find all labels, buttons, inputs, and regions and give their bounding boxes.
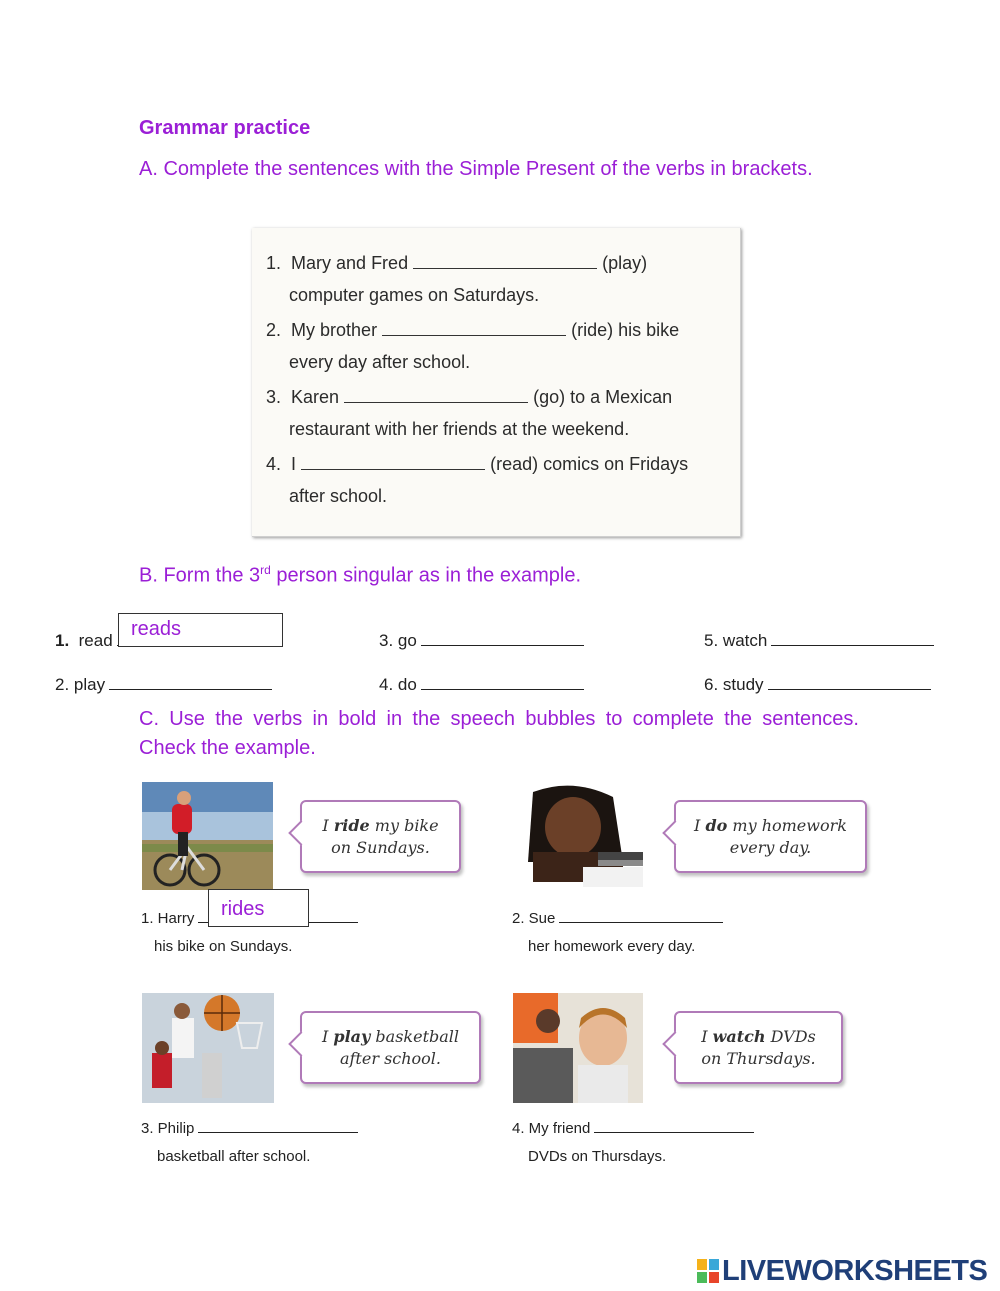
section-c-item-1-line2: his bike on Sundays.: [154, 938, 293, 955]
answer-blank: [413, 254, 597, 269]
speech-bubble-ride: I ride my bike on Sundays.: [300, 800, 461, 873]
section-a-item-2: 2. My brother (ride) his bike: [266, 320, 680, 340]
section-a-exercise-box: [252, 228, 741, 537]
section-a-item-2-line2: every day after school.: [289, 352, 471, 372]
answer-input-read[interactable]: reads: [118, 613, 283, 647]
section-c-item-2-line2: her homework every day.: [528, 938, 696, 955]
section-b-item-3: 3. go: [379, 631, 584, 651]
photo-boys-dvds: [513, 993, 643, 1103]
section-c-item-4: 4. My friend: [512, 1120, 754, 1137]
answer-input-watch-c[interactable]: [594, 1120, 754, 1133]
section-a-instruction: A. Complete the sentences with the Simple Present of the verbs in brackets.: [139, 158, 813, 180]
section-c-item-1: 1. Harry: [141, 910, 358, 927]
answer-input-ride[interactable]: rides: [208, 889, 309, 927]
speech-bubble-watch: I watch DVDs on Thursdays.: [674, 1011, 843, 1084]
section-a-item-3: 3. Karen (go) to a Mexican: [266, 387, 673, 407]
answer-input-do-c[interactable]: [559, 910, 723, 923]
page-title: Grammar practice: [139, 117, 311, 139]
answer-blank: [301, 455, 485, 470]
section-b-instruction: B. Form the 3rd person singular as in the example.: [139, 563, 582, 587]
section-b-item-1: 1. read: [55, 631, 280, 651]
photo-basketball: [142, 993, 274, 1103]
section-a-item-1-line2: computer games on Saturdays.: [289, 285, 540, 305]
liveworksheets-logo: LIVEWORKSHEETS: [697, 1255, 987, 1288]
answer-blank: [382, 321, 566, 336]
answer-input-go[interactable]: [421, 631, 584, 646]
section-a-item-1: 1. Mary and Fred (play): [266, 253, 648, 273]
section-b-item-6: 6. study: [704, 675, 931, 695]
photo-girl-homework: [513, 782, 646, 892]
section-b-item-2: 2. play: [55, 675, 272, 695]
section-a-item-3-line2: restaurant with her friends at the weekend.: [289, 419, 630, 439]
section-c-item-2: 2. Sue: [512, 910, 723, 927]
speech-bubble-do: I do my homework every day.: [674, 800, 867, 873]
section-c-instruction: C. Use the verbs in bold in the speech bubbles to complete the sentences. Check the example.: [139, 708, 859, 759]
liveworksheets-logo-icon: [697, 1259, 719, 1283]
speech-bubble-play: I play basketball after school.: [300, 1011, 481, 1084]
answer-input-play-c[interactable]: [198, 1120, 358, 1133]
section-a-item-4-line2: after school.: [289, 486, 388, 506]
answer-input-watch[interactable]: [771, 631, 934, 646]
answer-blank: [344, 388, 528, 403]
section-c-item-3: 3. Philip: [141, 1120, 358, 1137]
section-b-item-4: 4. do: [379, 675, 584, 695]
section-c-item-3-line2: basketball after school.: [157, 1148, 311, 1165]
section-c-item-4-line2: DVDs on Thursdays.: [528, 1148, 667, 1165]
section-b-item-5: 5. watch: [704, 631, 934, 651]
photo-cyclist: [142, 782, 273, 890]
answer-input-do[interactable]: [421, 675, 584, 690]
answer-input-study[interactable]: [768, 675, 931, 690]
section-a-item-4: 4. I (read) comics on Fridays: [266, 454, 689, 474]
answer-input-play[interactable]: [109, 675, 272, 690]
